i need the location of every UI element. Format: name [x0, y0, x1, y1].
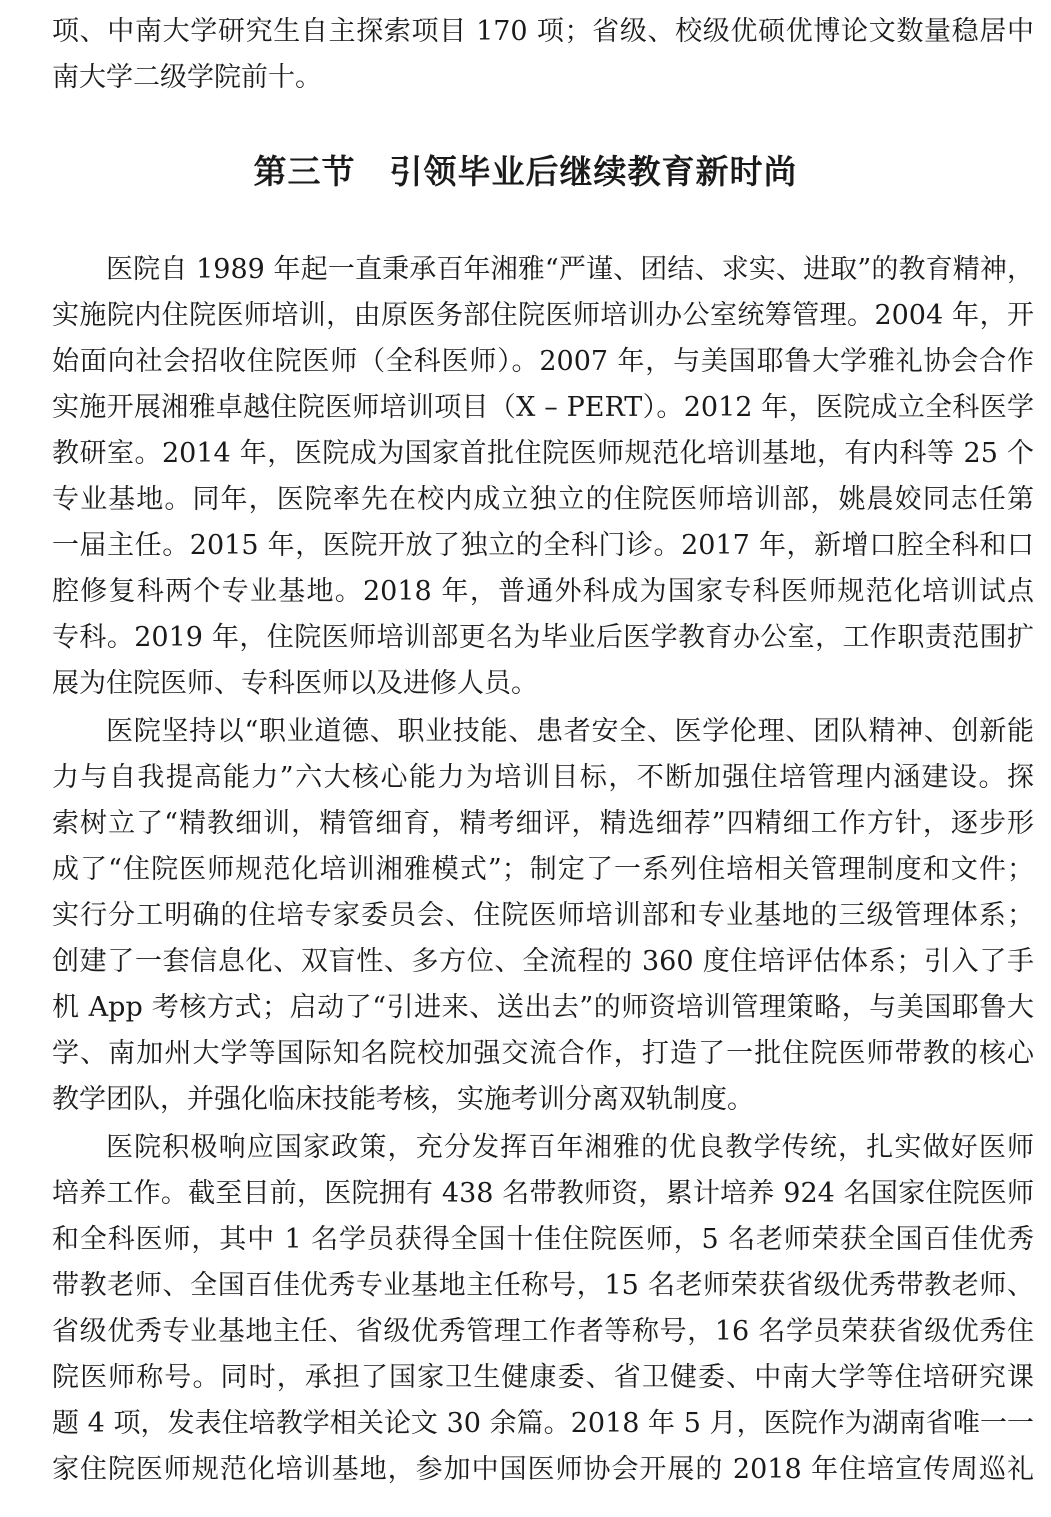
paragraph-line: 带教老师、全国百佳优秀专业基地主任称号，15 名老师荣获省级优秀带教老师、	[52, 1270, 1034, 1301]
paragraph-line: 实行分工明确的住培专家委员会、住院医师培训部和专业基地的三级管理体系；	[52, 900, 1034, 931]
paragraph-line: 省级优秀专业基地主任、省级优秀管理工作者等称号，16 名学员荣获省级优秀住	[52, 1316, 1034, 1347]
paragraph-line: 机 App 考核方式；启动了“引进来、送出去”的师资培训管理策略，与美国耶鲁大	[52, 992, 1034, 1023]
paragraph-line: 学、南加州大学等国际知名院校加强交流合作，打造了一批住院医师带教的核心	[52, 1038, 1034, 1069]
paragraph-line: 家住院医师规范化培训基地，参加中国医师协会开展的 2018 年住培宣传周巡礼	[52, 1454, 1034, 1485]
paragraph-line: 医院自 1989 年起一直秉承百年湘雅“严谨、团结、求实、进取”的教育精神，	[106, 254, 1034, 285]
paragraph-line: 实施院内住院医师培训，由原医务部住院医师培训办公室统筹管理。2004 年，开	[52, 300, 1034, 331]
carryover-line: 项、中南大学研究生自主探索项目 170 项；省级、校级优硕优博论文数量稳居中	[52, 16, 1034, 47]
paragraph-line: 始面向社会招收住院医师（全科医师）。2007 年，与美国耶鲁大学雅礼协会合作	[52, 346, 1034, 377]
paragraph-line: 培养工作。截至目前，医院拥有 438 名带教师资，累计培养 924 名国家住院医师	[52, 1178, 1034, 1209]
paragraph-line: 专科。2019 年，住院医师培训部更名为毕业后医学教育办公室，工作职责范围扩	[52, 622, 1034, 653]
paragraph-line: 成了“住院医师规范化培训湘雅模式”；制定了一系列住培相关管理制度和文件；	[52, 854, 1034, 885]
paragraph-line: 索树立了“精教细训，精管细育，精考细评，精选细荐”四精细工作方针，逐步形	[52, 808, 1034, 839]
paragraph-line: 专业基地。同年，医院率先在校内成立独立的住院医师培训部，姚晨姣同志任第	[52, 484, 1034, 515]
paragraph-line: 教学团队，并强化临床技能考核，实施考训分离双轨制度。	[52, 1084, 754, 1115]
paragraph-line: 题 4 项，发表住培教学相关论文 30 余篇。2018 年 5 月，医院作为湖南省唯一一	[52, 1408, 1034, 1439]
paragraph-line: 一届主任。2015 年，医院开放了独立的全科门诊。2017 年，新增口腔全科和口	[52, 530, 1034, 561]
paragraph-line: 创建了一套信息化、双盲性、多方位、全流程的 360 度住培评估体系；引入了手	[52, 946, 1034, 977]
paragraph-line: 和全科医师，其中 1 名学员获得全国十佳住院医师，5 名老师荣获全国百佳优秀	[52, 1224, 1034, 1255]
paragraph-line: 医院积极响应国家政策，充分发挥百年湘雅的优良教学传统，扎实做好医师	[106, 1132, 1034, 1163]
paragraph-line: 院医师称号。同时，承担了国家卫生健康委、省卫健委、中南大学等住培研究课	[52, 1362, 1034, 1393]
paragraph-line: 展为住院医师、专科医师以及进修人员。	[52, 668, 538, 699]
paragraph-line: 医院坚持以“职业道德、职业技能、患者安全、医学伦理、团队精神、创新能	[106, 716, 1034, 747]
carryover-line: 南大学二级学院前十。	[52, 62, 322, 93]
paragraph-line: 力与自我提高能力”六大核心能力为培训目标，不断加强住培管理内涵建设。探	[52, 762, 1034, 793]
paragraph-line: 教研室。2014 年，医院成为国家首批住院医师规范化培训基地，有内科等 25 个	[52, 438, 1034, 469]
paragraph-line: 腔修复科两个专业基地。2018 年，普通外科成为国家专科医师规范化培训试点	[52, 576, 1034, 607]
section-heading: 第三节 引领毕业后继续教育新时尚	[253, 152, 798, 191]
paragraph-line: 实施开展湘雅卓越住院医师培训项目（X – PERT）。2012 年，医院成立全科医学	[52, 392, 1034, 423]
